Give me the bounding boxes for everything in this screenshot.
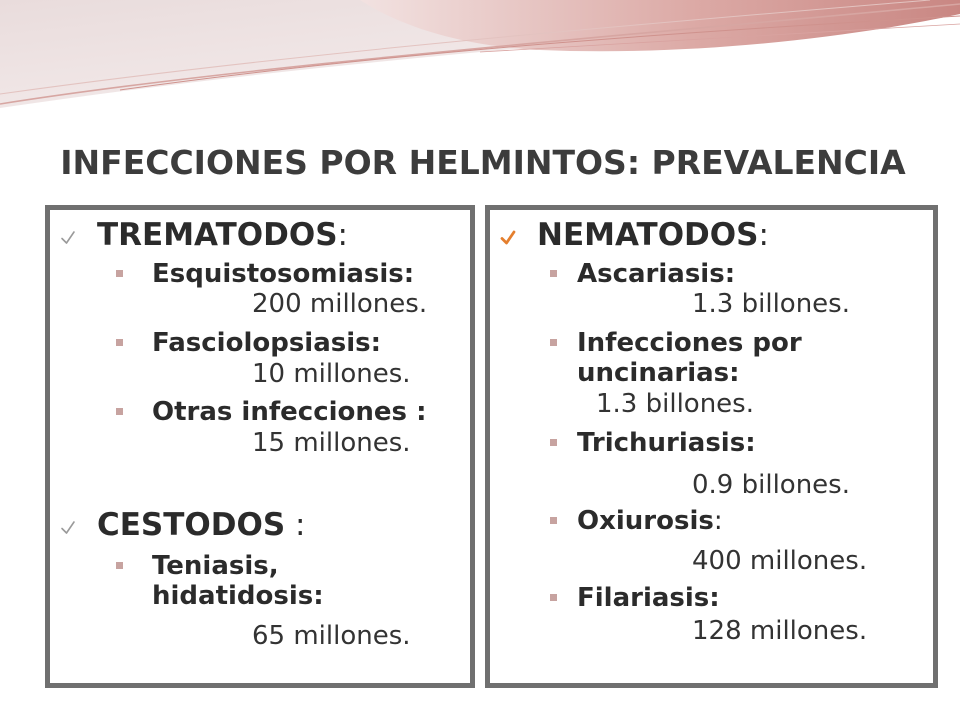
item-label-otras-infecciones: Otras infecciones : bbox=[152, 397, 427, 427]
item-value-uncinarias: 1.3 billones. bbox=[596, 389, 754, 419]
item-label-fasciolopsiasis: Fasciolopsiasis: bbox=[152, 328, 382, 358]
left-content-box bbox=[45, 205, 475, 688]
item-label-uncinarias: Infecciones por uncinarias: bbox=[577, 328, 802, 388]
item-value-fasciolopsiasis: 10 millones. bbox=[252, 359, 411, 389]
slide-title: INFECCIONES POR HELMINTOS: PREVALENCIA bbox=[60, 143, 906, 182]
cestodos-checkmark-icon bbox=[60, 519, 76, 536]
item-label-teniasis-hidatidosis: Teniasis, hidatidosis: bbox=[152, 551, 324, 611]
item-value-oxiurosis: 400 millones. bbox=[692, 546, 868, 576]
checkmark-glyph bbox=[500, 229, 516, 246]
heading-text: NEMATODOS bbox=[537, 217, 759, 253]
item-value-ascariasis: 1.3 billones. bbox=[692, 289, 850, 319]
heading-text: TREMATODOS bbox=[97, 217, 338, 253]
heading-colon: : bbox=[285, 507, 306, 543]
square-bullet-icon bbox=[116, 408, 123, 415]
checkmark-stroke bbox=[62, 522, 74, 533]
item-value-filariasis: 128 millones. bbox=[692, 616, 868, 646]
square-bullet-icon bbox=[550, 439, 557, 446]
nematodos-checkmark-icon bbox=[500, 229, 516, 246]
square-bullet-icon bbox=[116, 339, 123, 346]
square-bullet-icon bbox=[550, 270, 557, 277]
nematodos-heading bbox=[537, 217, 769, 253]
checkmark-glyph bbox=[60, 519, 76, 536]
square-bullet-icon bbox=[550, 339, 557, 346]
heading-colon: : bbox=[758, 217, 769, 253]
square-bullet-icon bbox=[550, 517, 557, 524]
item-label-text: Oxiurosis bbox=[577, 506, 714, 536]
item-label-esquistosomiasis: Esquistosomiasis: bbox=[152, 259, 415, 289]
item-label-filariasis: Filariasis: bbox=[577, 583, 720, 613]
checkmark-glyph bbox=[60, 229, 76, 246]
item-label-ascariasis: Ascariasis: bbox=[577, 259, 736, 289]
header-swoosh-decoration bbox=[0, 0, 960, 115]
cestodos-heading bbox=[97, 507, 305, 543]
item-label-colon: : bbox=[713, 506, 723, 536]
checkmark-stroke bbox=[502, 232, 514, 243]
square-bullet-icon bbox=[116, 562, 123, 569]
square-bullet-icon bbox=[550, 594, 557, 601]
square-bullet-icon bbox=[116, 270, 123, 277]
trematodos-heading bbox=[97, 217, 348, 253]
right-content-box bbox=[485, 205, 938, 688]
item-label-oxiurosis bbox=[577, 506, 723, 536]
item-value-esquistosomiasis: 200 millones. bbox=[252, 289, 428, 319]
checkmark-stroke bbox=[62, 232, 74, 243]
heading-text: CESTODOS bbox=[97, 507, 286, 543]
item-value-teniasis-hidatidosis: 65 millones. bbox=[252, 621, 411, 651]
item-value-trichuriasis: 0.9 billones. bbox=[692, 470, 850, 500]
trematodos-checkmark-icon bbox=[60, 229, 76, 246]
item-label-trichuriasis: Trichuriasis: bbox=[577, 428, 756, 458]
item-value-otras-infecciones: 15 millones. bbox=[252, 428, 411, 458]
heading-colon: : bbox=[337, 217, 348, 253]
